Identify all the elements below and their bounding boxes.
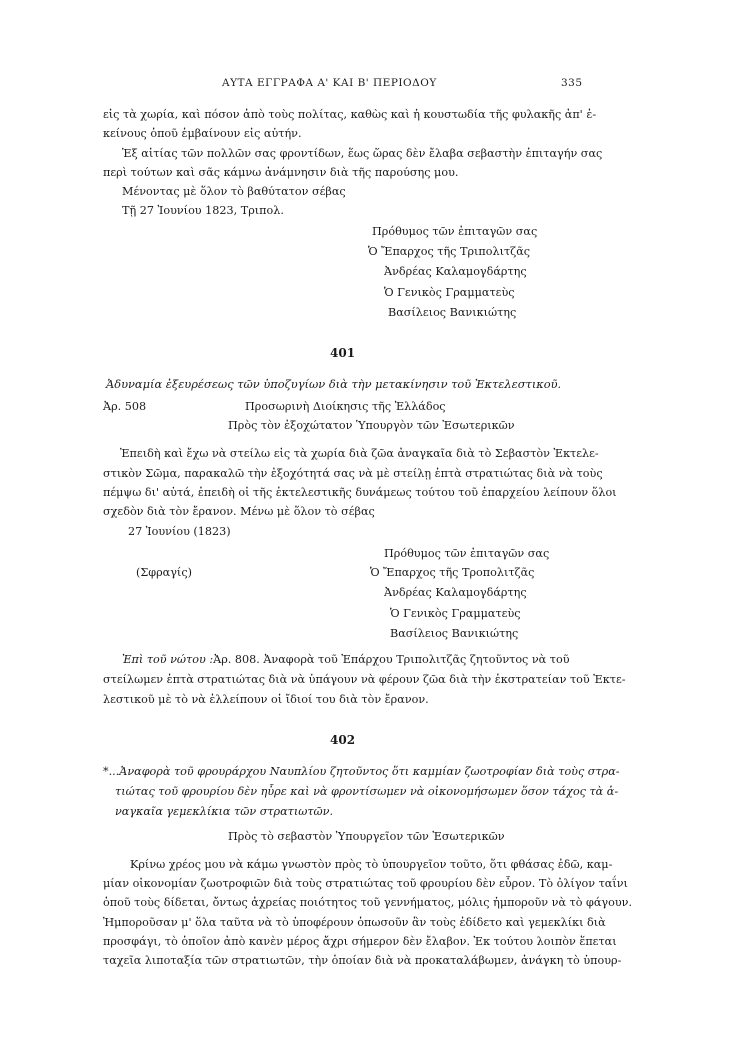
recipient: Πρὸς τὸ σεβαστὸν Ὑπουργεῖον τῶν Ἐσωτερικῶν xyxy=(228,830,505,843)
signature-line: Βασίλειος Βανικιώτης xyxy=(390,627,519,640)
signature-line: Ἀνδρέας Καλαμογδάρτης xyxy=(384,265,527,278)
verso-line: λεστικοῦ μὲ τὸ νὰ ἐλλείπουν οἱ ἴδιοί του διὰ τὸν ἔρανον. xyxy=(103,693,429,706)
continuation-line: εἰς τὰ χωρία, καὶ πόσον ἀπὸ τοὺς πολίτας, καθὼς καὶ ἡ κουστωδία τῆς φυλακῆς ἀπ' ἐ- xyxy=(103,108,597,121)
document-summary: Ἀδυναμία ἐξευρέσεως τῶν ὑποζυγίων διὰ τὴν μετακίνησιν τοῦ Ἐκτελεστικοῦ. xyxy=(106,377,562,391)
body-line: ὁποῦ τοὺς δίδεται, ὄντως ἀχρείας ποιότητος τοῦ γεννήματος, μόλις ἠμποροῦν νὰ τὸ φάγουν. xyxy=(103,896,633,909)
verso-label: Ἐπὶ τοῦ νώτου : xyxy=(122,653,214,666)
signature-line: Πρόθυμος τῶν ἐπιταγῶν σας xyxy=(384,547,550,560)
continuation-line: κείνους ὁποῦ ἐμβαίνουν εἰς αὐτήν. xyxy=(103,127,302,140)
body-line: ταχεῖα λιποταξία τῶν στρατιωτῶν, τὴν ὁποίαν διὰ νὰ προκαταλάβωμεν, ἀνάγκη τὸ ὑπουρ- xyxy=(103,954,622,967)
document-summary-line: τιώτας τοῦ φρουρίου δὲν ηὗρε καὶ νὰ φροντίσωμεν νὰ οἰκονομήσωμεν ὅσον τάχος τὰ ἀ- xyxy=(115,785,619,798)
verso-note xyxy=(122,653,570,666)
seal-note: (Σφραγίς) xyxy=(136,566,192,579)
signature-line: Ὁ Ἔπαρχος τῆς Τροπολιτζᾶς xyxy=(370,566,535,579)
continuation-line: Τῇ 27 Ἰουνίου 1823, Τριπολ. xyxy=(122,204,284,217)
signature-line: Βασίλειος Βανικιώτης xyxy=(388,306,517,319)
body-line: σχεδὸν διὰ τὸν ἔρανον. Μένω μὲ ὅλον τὸ σέβας xyxy=(103,505,375,518)
signature-line: Πρόθυμος τῶν ἐπιταγῶν σας xyxy=(372,225,538,238)
page-number: 335 xyxy=(561,77,583,89)
body-line: προσφάγι, τὸ ὁποῖον ἀπὸ κανὲν μέρος ἄχρι σήμερον δὲν ἔλαβον. Ἐκ τούτου λοιπὸν ἕπεται xyxy=(103,935,617,948)
recipient: Πρὸς τὸν ἐξοχώτατον Ὑπουργὸν τῶν Ἐσωτερικῶν xyxy=(228,419,515,432)
body-line: μίαν οἰκονομίαν ζωοτροφιῶν διὰ τοὺς στρατιώτας τοῦ φρουρίου δὲν εὗρον. Τὸ ὀλίγον ταΐνι xyxy=(103,877,628,890)
continuation-line: Ἐξ αἰτίας τῶν πολλῶν σας φροντίδων, ἕως ὥρας δὲν ἔλαβα σεβαστὴν ἐπιταγήν σας xyxy=(122,147,603,160)
signature-line: Ὁ Γενικὸς Γραμματεὺς xyxy=(390,607,521,620)
reference-number: Ἀρ. 508 xyxy=(103,400,147,413)
body-line: Κρίνω χρέος μου νὰ κάμω γνωστὸν πρὸς τὸ ὑπουργεῖον τοῦτο, ὅτι φθάσας ἐδῶ, καμ- xyxy=(130,858,613,871)
document-summary-line: ναγκαῖα γεμεκλίκια τῶν στρατιωτῶν. xyxy=(115,805,334,818)
signature-line: Ὁ Γενικὸς Γραμματεὺς xyxy=(384,286,515,299)
body-line: πέμψω δι' αὐτά, ἐπειδὴ οἱ τῆς ἐκτελεστικῆς δυνάμεως τούτου τοῦ ἐπαρχείου λείπουν ὅλοι xyxy=(103,486,617,499)
verso-line: Ἀρ. 808. Ἀναφορὰ τοῦ Ἐπάρχου Τριπολιτζᾶς ζητοῦντος νὰ τοῦ xyxy=(213,653,570,666)
body-line: Ἠμποροῦσαν μ' ὅλα ταῦτα νὰ τὸ ὑποφέρουν ὁπωσοῦν ἂν τοὺς ἐδίδετο καὶ γεμεκλίκι διὰ xyxy=(103,916,606,929)
document-number: 401 xyxy=(330,346,356,360)
signature-line: Ἀνδρέας Καλαμογδάρτης xyxy=(384,586,527,599)
running-header-title: ΑΥΤΑ ΕΓΓΡΑΦΑ Α' ΚΑΙ Β' ΠΕΡΙΟΔΟΥ xyxy=(222,77,437,89)
body-line: στικὸν Σῶμα, παρακαλῶ τὴν ἐξοχότητά σας νὰ μὲ στείλῃ ἑπτὰ στρατιώτας διὰ νὰ τοὺς xyxy=(103,467,603,480)
body-line: Ἐπειδὴ καὶ ἔχω νὰ στείλω εἰς τὰ χωρία διὰ ζῶα ἀναγκαῖα διὰ τὸ Σεβαστὸν Ἐκτελε- xyxy=(120,447,599,460)
signature-line: Ὁ Ἔπαρχος τῆς Τριπολιτζᾶς xyxy=(368,245,531,258)
continuation-line: Μένοντας μὲ ὅλον τὸ βαθύτατον σέβας xyxy=(122,185,346,198)
document-number: 402 xyxy=(330,733,356,747)
continuation-line: περὶ τούτων καὶ σᾶς κάμνω ἀνάμνησιν διὰ τῆς παρούσης μου. xyxy=(103,166,459,179)
document-summary-line: *...Ἀναφορὰ τοῦ φρουράρχου Ναυπλίου ζητοῦντος ὅτι καμμίαν ζωοτροφίαν διὰ τοὺς στρα- xyxy=(103,765,620,778)
verso-line: στείλωμεν ἑπτὰ στρατιώτας διὰ νὰ ὑπάγουν νὰ φέρουν ζῶα διὰ τὴν ἐκστρατείαν τοῦ Ἐκτε- xyxy=(103,673,626,686)
sender: Προσωρινὴ Διοίκησις τῆς Ἑλλάδος xyxy=(245,400,446,413)
document-date: 27 Ἰουνίου (1823) xyxy=(128,525,231,538)
